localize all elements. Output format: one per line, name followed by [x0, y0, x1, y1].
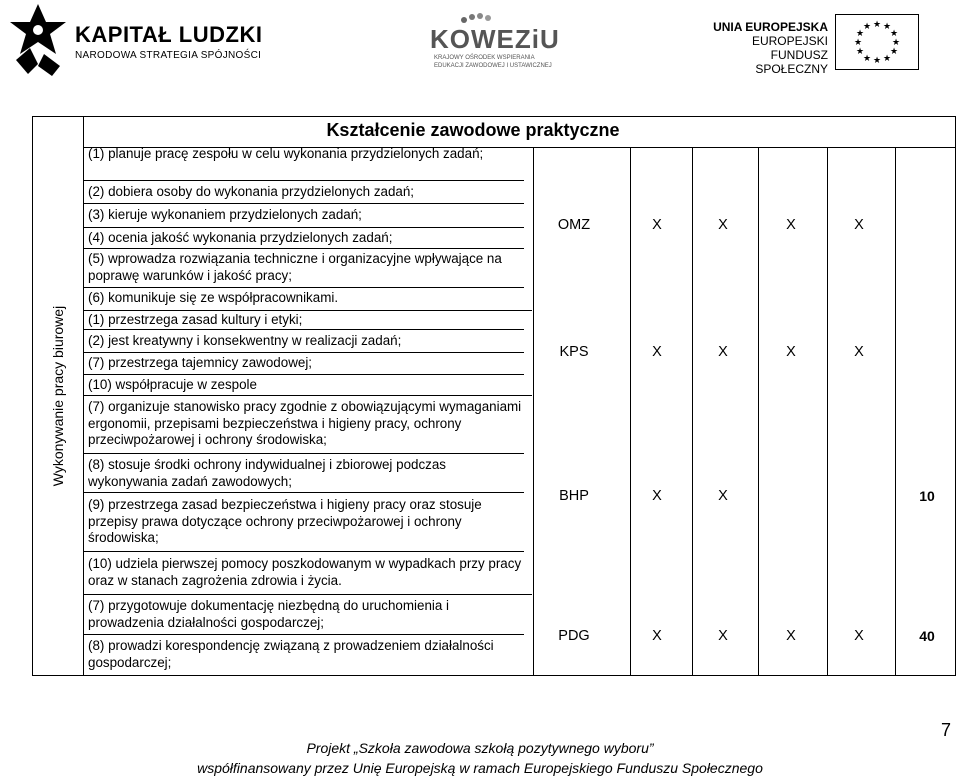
group-mark: X	[652, 344, 662, 360]
kowezu-subtitle-line1: KRAJOWY OŚRODEK WSPIERANIA	[434, 55, 535, 61]
svg-text:★: ★	[889, 29, 899, 39]
divider	[758, 147, 759, 675]
svg-text:★: ★	[862, 22, 872, 32]
group-mark: X	[652, 488, 662, 504]
kapital-ludzki-subtitle: NARODOWA STRATEGIA SPÓJNOŚCI	[75, 50, 262, 61]
list-item: (2) jest kreatywny i konsekwentny w realizacji zadań;	[84, 330, 524, 353]
list-item: (1) przestrzega zasad kultury i etyki;	[84, 310, 524, 330]
svg-text:★: ★	[853, 38, 863, 48]
list-item: (2) dobiera osoby do wykonania przydzielonych zadań;	[84, 181, 524, 204]
table-heading: Kształcenie zawodowe praktyczne	[326, 120, 620, 140]
divider	[895, 147, 896, 675]
group-mark: X	[718, 488, 728, 504]
footer-line2: współfinansowany przez Unię Europejską w ramach Europejskiego Funduszu Społecznego	[197, 760, 763, 776]
group-mark: X	[854, 217, 864, 233]
list-item: (5) wprowadza rozwiązania techniczne i organizacyjne wpływające na poprawę warunków i jakość pracy;	[84, 249, 524, 288]
list-item: (8) prowadzi korespondencję związaną z prowadzeniem działalności gospodarczej;	[88, 638, 494, 670]
svg-text:★: ★	[891, 38, 901, 48]
list-item: (6) komunikuje się ze współpracownikami.	[88, 290, 339, 305]
group-mark: X	[718, 628, 728, 644]
kapital-ludzki-logo	[8, 4, 263, 76]
side-label: Wykonywanie pracy biurowej	[50, 305, 66, 487]
svg-text:★: ★	[855, 29, 865, 39]
kowezu-subtitle-line2: EDUKACJI ZAWODOWEJ I USTAWICZNEJ	[434, 63, 552, 69]
kowezu-subtitle	[434, 54, 552, 70]
list-item: (9) przestrzega zasad bezpieczeństwa i higieny pracy oraz stosuje przepisy prawa dotyczące ochrony przeciwpożarowej i ochrony środowiska;	[84, 493, 524, 552]
svg-text:★: ★	[872, 20, 882, 30]
group-mark: X	[854, 344, 864, 360]
svg-text:★: ★	[872, 56, 882, 66]
svg-text:★: ★	[882, 22, 892, 32]
kapital-ludzki-emblem-icon	[8, 4, 68, 76]
group-mark: X	[652, 217, 662, 233]
list-item: (3) kieruje wykonaniem przydzielonych zadań;	[84, 204, 524, 228]
group-mark: X	[718, 344, 728, 360]
list-item: (7) przestrzega tajemnicy zawodowej;	[84, 353, 524, 375]
ue-line1: UNIA EUROPEJSKA	[713, 20, 828, 34]
group-code: PDG	[558, 628, 590, 644]
svg-text:★: ★	[855, 47, 865, 57]
ue-logo	[700, 14, 930, 74]
group-mark: X	[786, 628, 796, 644]
divider	[827, 147, 828, 675]
ue-text	[700, 20, 828, 76]
divider	[533, 147, 534, 675]
svg-text:★: ★	[882, 54, 892, 64]
list-item: (7) przygotowuje dokumentację niezbędną do uruchomienia i prowadzenia działalności gospodarczej;	[84, 595, 524, 635]
group-mark: X	[786, 217, 796, 233]
footer-line1: Projekt „Szkoła zawodowa szkołą pozytywnego wyboru”	[306, 740, 654, 756]
group-code: OMZ	[557, 217, 591, 233]
footer	[0, 738, 960, 778]
group-number: 10	[919, 488, 935, 504]
list-item: (4) ocenia jakość wykonania przydzielonych zadań;	[84, 228, 524, 249]
list-item: (8) stosuje środki ochrony indywidualnej i zbiorowej podczas wykonywania zadań zawodowych;	[84, 454, 524, 493]
group-mark: X	[652, 628, 662, 644]
eu-flag-icon	[835, 14, 919, 70]
group-number: 40	[919, 628, 935, 644]
kowezu-logo	[430, 12, 560, 72]
svg-text:★: ★	[889, 47, 899, 57]
list-item: (1) planuje pracę zespołu w celu wykonania przydzielonych zadań;	[84, 146, 524, 181]
side-label-cell	[33, 117, 83, 675]
list-item: (10) współpracuje w zespole	[88, 377, 257, 392]
kowezu-title: KOWEZiU	[430, 24, 560, 54]
svg-text:★: ★	[862, 54, 872, 64]
group-mark: X	[786, 344, 796, 360]
kapital-ludzki-title: KAPITAŁ LUDZKI	[75, 22, 263, 47]
page-number: 7	[941, 720, 952, 740]
divider	[84, 395, 532, 396]
ue-line3: FUNDUSZ SPOŁECZNY	[755, 48, 828, 76]
ue-line2: EUROPEJSKI	[751, 34, 828, 48]
group-code: KPS	[559, 344, 589, 360]
group-mark: X	[718, 217, 728, 233]
group-mark: X	[854, 628, 864, 644]
group-code: BHP	[559, 488, 589, 504]
header-logos	[0, 0, 960, 95]
list-item: (10) udziela pierwszej pomocy poszkodowanym w wypadkach przy pracy oraz w stanach zagrożenia zdrowia i życia.	[88, 556, 522, 588]
list-item: (7) organizuje stanowisko pracy zgodnie z obowiązującymi wymaganiami ergonomii, przepisami bezpieczeństwa i higieny pracy, ochrony przeciwpożarowej i ochrony środowiska;	[84, 397, 524, 454]
